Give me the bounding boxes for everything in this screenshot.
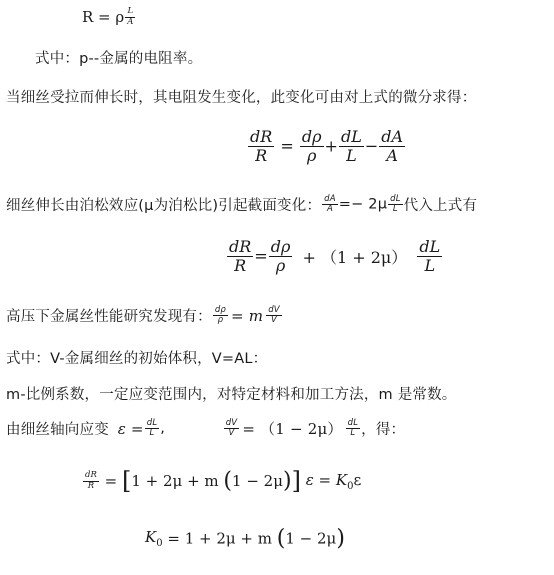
paragraph-axial-strain	[6, 418, 405, 439]
fraction-dl-l-small	[145, 419, 160, 439]
gauge-factor-symbol	[145, 528, 163, 549]
fraction-denominator: V	[228, 428, 235, 438]
paragraph-stretch-change: 当细丝受拉而伸长时，其电阻发生变化，此变化可由对上式的微分求得：	[6, 90, 477, 106]
fraction-numerator: dρ	[270, 237, 291, 256]
proportional-coefficient: = m	[231, 306, 264, 325]
formula-middle-term: + （1 + 2μ）	[302, 247, 408, 267]
gauge-factor-subscript: 0	[347, 480, 354, 492]
fraction-numerator: dρ	[214, 304, 227, 315]
equals-sign: =	[104, 472, 118, 490]
fraction-denominator: L	[346, 145, 357, 165]
left-paren: (	[276, 526, 286, 551]
left-bracket: [	[121, 467, 132, 495]
fraction-numerator: dV	[225, 417, 238, 428]
fraction-drho-rho	[269, 238, 293, 274]
fraction-l-over-a	[125, 7, 135, 27]
fraction-numerator: L	[127, 6, 134, 17]
poisson-coefficient: =− 2μ	[338, 196, 388, 213]
paren-inner-term: 1 − 2μ	[285, 529, 337, 548]
fraction-numerator: dR	[250, 127, 273, 146]
coefficient-note: m-比例系数，一定应变范围内，对特定材料和加工方法，m 是常数。	[6, 387, 457, 403]
formula-lhs: R = ρ	[82, 8, 125, 26]
comma: ,	[160, 420, 166, 437]
fraction-denominator: L	[149, 428, 155, 438]
fraction-denominator: R	[234, 255, 247, 275]
axial-strain-text: 由细丝轴向应变	[6, 422, 109, 438]
fraction-denominator: ρ	[217, 315, 224, 325]
fraction-numerator: dρ	[301, 127, 322, 146]
formula-gauge-relation	[82, 467, 361, 495]
equals-sign: =	[254, 246, 268, 266]
fraction-denominator: R	[255, 145, 268, 165]
gauge-factor-term	[305, 470, 362, 492]
fraction-denominator: A	[386, 145, 398, 165]
fraction-dv-v-small	[224, 419, 240, 439]
minus-sign: −	[364, 136, 379, 156]
volume-strain-term: = （1 − 2μ）	[242, 420, 343, 438]
fraction-dr-r-small	[83, 471, 99, 491]
fraction-dl-l-small	[388, 195, 403, 215]
paragraph-poisson	[6, 194, 477, 215]
high-pressure-text: 高压下金属丝性能研究发现有：	[6, 309, 212, 325]
fraction-denominator: ρ	[307, 145, 317, 165]
gauge-factor-rhs: = 1 + 2μ + m	[167, 529, 272, 548]
fraction-numerator: dA	[381, 127, 404, 146]
fraction-numerator: dL	[347, 417, 359, 428]
poisson-suffix: 代入上式有	[403, 198, 478, 214]
fraction-dr-r	[227, 238, 253, 274]
fraction-numerator: dV	[268, 304, 280, 315]
fraction-numerator: dR	[85, 470, 97, 481]
fraction-denominator: V	[270, 315, 277, 325]
fraction-denominator: ρ	[275, 255, 286, 275]
fraction-numerator: dL	[146, 417, 158, 428]
fraction-numerator: dR	[229, 237, 252, 256]
fraction-numerator: dL	[340, 127, 362, 146]
fraction-drho-rho-small	[213, 306, 228, 326]
formula-resistance	[82, 7, 136, 27]
fraction-da-a-small	[322, 195, 338, 215]
fraction-numerator: dL	[419, 237, 441, 256]
volume-note: 式中：V-金属细丝的初始体积，V=AL：	[6, 351, 268, 367]
left-paren: (	[223, 468, 233, 494]
paragraph-high-pressure	[6, 305, 283, 326]
right-bracket: ]	[291, 467, 301, 495]
gauge-factor-epsilon: ε	[353, 470, 362, 489]
fraction-denominator: A	[326, 204, 333, 214]
fraction-dv-v-small	[266, 306, 282, 326]
gauge-factor-subscript: 0	[156, 538, 163, 549]
gauge-factor-prefix: ε = K	[305, 470, 348, 489]
fraction-drho-rho	[300, 128, 324, 164]
fraction-denominator: L	[350, 428, 356, 438]
equals-sign: =	[280, 136, 294, 156]
fraction-dl-l-small-2	[346, 419, 361, 439]
plus-sign: +	[324, 136, 338, 156]
right-paren: )	[282, 468, 292, 494]
formula-differential	[247, 128, 406, 164]
poisson-text: 细丝伸长由泊松效应(μ为泊松比)引起截面变化：	[6, 198, 322, 214]
paren-inner-term: 1 − 2μ	[232, 472, 283, 490]
gauge-factor-k: K	[145, 528, 157, 546]
fraction-denominator: L	[424, 255, 436, 275]
fraction-denominator: L	[392, 204, 398, 214]
fraction-denominator: R	[87, 480, 95, 491]
fraction-da-a	[379, 128, 405, 164]
bracket-inner-term: 1 + 2μ + m	[131, 472, 219, 490]
formula-substituted	[226, 238, 443, 274]
fraction-denominator: A	[127, 16, 134, 27]
fraction-dl-l	[417, 238, 442, 274]
right-paren: )	[336, 526, 345, 551]
resistivity-note: 式中：p--金属的电阻率。	[35, 51, 203, 67]
axial-strain-suffix: ，得：	[361, 422, 406, 438]
fraction-numerator: dA	[324, 193, 336, 204]
fraction-dr-r	[248, 128, 274, 164]
epsilon-symbol: ε =	[117, 419, 144, 438]
fraction-numerator: dL	[390, 193, 401, 204]
fraction-dl-l	[339, 128, 364, 164]
formula-gauge-factor	[145, 526, 345, 551]
